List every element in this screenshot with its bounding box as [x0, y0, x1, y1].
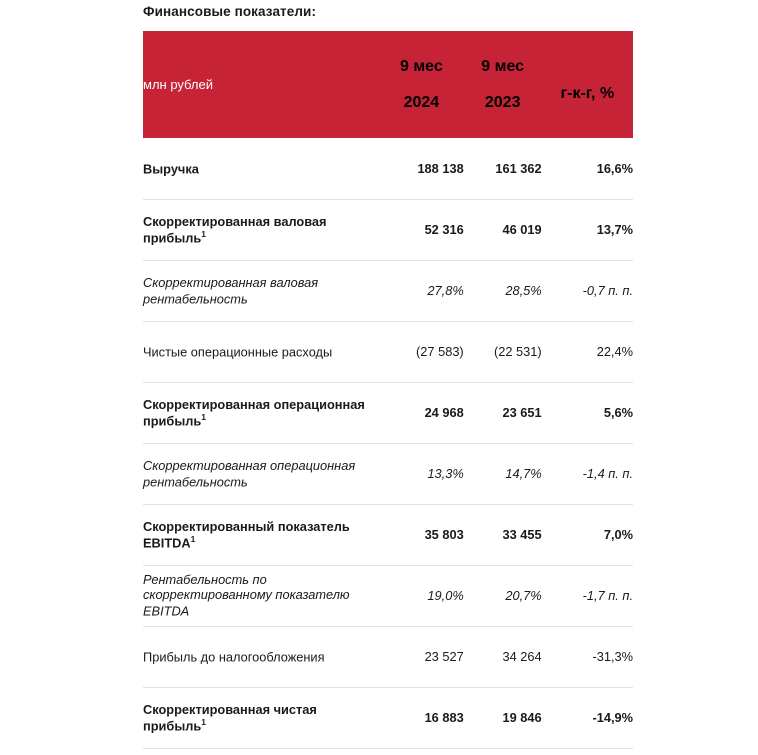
header-cell-change: [542, 31, 633, 138]
row-label: [143, 443, 379, 504]
row-value-2023: 20,7%: [505, 588, 542, 603]
row-value-2024: 52 316: [424, 222, 464, 237]
table-header: [143, 31, 633, 138]
row-value-2024: 13,3%: [427, 466, 464, 481]
row-label-text: Прибыль до налогообложения: [143, 649, 325, 665]
row-label: [143, 260, 379, 321]
table-row: [143, 260, 633, 321]
document-content: [143, 0, 633, 749]
row-value-change: -31,3%: [592, 649, 633, 664]
row-label-text: Скорректированная валовая рентабельность: [143, 274, 319, 307]
table-row: [143, 382, 633, 443]
row-label: [143, 626, 379, 687]
row-label-text: Выручка: [143, 161, 199, 177]
row-value-2024: 16 883: [424, 710, 464, 725]
row-value-2023: 46 019: [502, 222, 542, 237]
row-value-2023: 33 455: [502, 527, 542, 542]
row-label-text: Рентабельность по скорректированному показателю EBITDA: [143, 572, 350, 619]
table-row: [143, 321, 633, 382]
row-label-text: Скорректированная чистая прибыль: [143, 701, 317, 734]
row-value-change: -0,7 п. п.: [582, 283, 633, 298]
row-value-2023: 23 651: [502, 405, 542, 420]
row-footnote-marker: 1: [201, 716, 206, 727]
table-row: [143, 443, 633, 504]
row-value-2023: 14,7%: [505, 466, 542, 481]
row-label-text: Скорректированный показатель EBITDA: [143, 518, 350, 551]
row-value-2023: 28,5%: [505, 283, 542, 298]
header-2024-year: 2024: [403, 93, 440, 111]
row-label: [143, 321, 379, 382]
row-value-change: 16,6%: [596, 160, 633, 176]
row-value-change: -1,7 п. п.: [582, 588, 633, 603]
table-header-row: [143, 31, 633, 138]
row-label: [143, 382, 379, 443]
table-row: [143, 199, 633, 260]
row-label-text: Чистые операционные расходы: [143, 344, 333, 360]
row-value-2023: 19 846: [502, 710, 542, 725]
row-label: [143, 199, 379, 260]
header-2024-period: 9 мес: [400, 57, 443, 75]
row-value-change: -1,4 п. п.: [582, 466, 633, 481]
row-value-change: 5,6%: [603, 405, 633, 420]
row-label: [143, 565, 379, 626]
row-value-change: 22,4%: [596, 344, 633, 359]
table-row: [143, 626, 633, 687]
header-cell-2023: [464, 31, 542, 138]
row-value-2023: (22 531): [493, 344, 542, 359]
row-footnote-marker: 1: [201, 228, 206, 239]
row-value-2024: 188 138: [417, 160, 464, 176]
table-row: [143, 138, 633, 199]
row-value-2024: 27,8%: [427, 283, 464, 298]
row-value-2024: 24 968: [424, 405, 464, 420]
row-value-2023: 161 362: [495, 160, 542, 176]
row-label: [143, 138, 379, 199]
row-label-text: Скорректированная операционная прибыль: [143, 396, 365, 429]
table-row: [143, 687, 633, 748]
header-2023-period: 9 мес: [481, 57, 525, 75]
row-footnote-marker: 1: [190, 533, 196, 544]
header-change-label: г-к-г, %: [560, 84, 615, 102]
table-row: [143, 504, 633, 565]
header-2023-year: 2023: [484, 93, 521, 111]
row-value-2024: 23 527: [424, 649, 464, 664]
row-value-2023: 34 264: [502, 649, 542, 664]
row-value-2024: 19,0%: [427, 588, 464, 603]
row-value-change: -14,9%: [592, 710, 633, 725]
row-value-change: 7,0%: [603, 527, 633, 542]
row-footnote-marker: 1: [201, 411, 206, 422]
header-cell-units: млн рублей: [143, 77, 213, 92]
row-value-2024: (27 583): [416, 344, 464, 359]
table-row: [143, 565, 633, 626]
page-title: Финансовые показатели:: [143, 4, 317, 19]
row-label-text: Скорректированная валовая прибыль: [143, 213, 327, 246]
row-label-text: Скорректированная операционная рентабельность: [143, 457, 356, 490]
row-value-change: 13,7%: [596, 222, 633, 237]
row-value-2024: 35 803: [424, 527, 464, 542]
header-cell-2024: [379, 31, 464, 138]
row-label: [143, 687, 379, 748]
row-label: [143, 504, 379, 565]
financial-metrics-table: [143, 31, 633, 749]
table-body: [143, 138, 633, 748]
